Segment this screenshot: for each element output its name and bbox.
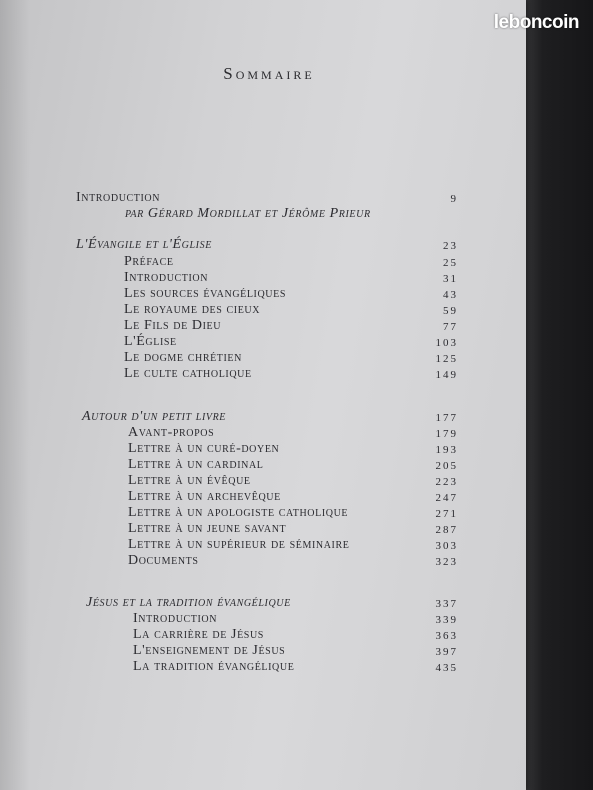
toc-page-number: 435 bbox=[435, 662, 458, 674]
toc-page-number: 103 bbox=[435, 337, 458, 349]
toc-entry: Documents bbox=[128, 553, 199, 568]
toc-entry: Le Fils de Dieu bbox=[124, 318, 222, 333]
toc-page-number: 149 bbox=[435, 369, 458, 381]
book-edge-shadow bbox=[521, 0, 593, 790]
toc-entry: Le royaume des cieux bbox=[124, 302, 261, 317]
toc-entry: Lettre à un curé-doyen bbox=[128, 441, 280, 456]
toc-page-number: 23 bbox=[443, 240, 458, 252]
toc-page-number: 205 bbox=[435, 460, 458, 472]
toc-page-number: 287 bbox=[435, 524, 458, 536]
toc-page-number: 9 bbox=[450, 193, 458, 205]
toc-page-number: 59 bbox=[443, 305, 458, 317]
toc-page-number: 363 bbox=[435, 630, 458, 642]
toc-entry: Introduction bbox=[124, 270, 209, 285]
toc-part-title: L'Évangile et l'Église bbox=[76, 237, 212, 252]
toc-entry: Lettre à un archevêque bbox=[128, 489, 281, 504]
page-gutter-shadow bbox=[0, 0, 30, 790]
toc-page-number: 323 bbox=[435, 556, 458, 568]
toc-page-number: 339 bbox=[435, 614, 458, 626]
toc-page-number: 271 bbox=[435, 508, 458, 520]
toc-entry: Lettre à un cardinal bbox=[128, 457, 264, 472]
toc-entry: L'Église bbox=[124, 334, 177, 349]
toc-page-number: 31 bbox=[443, 273, 458, 285]
toc-entry: Lettre à un apologiste catholique bbox=[128, 505, 349, 520]
page-title: Sommaire bbox=[223, 64, 315, 83]
toc-entry: Le culte catholique bbox=[124, 366, 252, 381]
toc-page-number: 179 bbox=[435, 428, 458, 440]
toc-page-number: 25 bbox=[443, 257, 458, 269]
toc-entry: Lettre à un supérieur de séminaire bbox=[128, 537, 350, 552]
toc-entry: Lettre à un jeune savant bbox=[128, 521, 287, 536]
toc-entry: L'enseignement de Jésus bbox=[133, 643, 286, 658]
toc-page-number: 193 bbox=[435, 444, 458, 456]
toc-entry: Les sources évangéliques bbox=[124, 286, 287, 301]
toc-page-number: 177 bbox=[435, 412, 458, 424]
toc-entry-authors: par Gérard Mordillat et Jérôme Prieur bbox=[125, 206, 371, 221]
toc-page-number: 223 bbox=[435, 476, 458, 488]
toc-page-number: 43 bbox=[443, 289, 458, 301]
toc-page-number: 77 bbox=[443, 321, 458, 333]
toc-entry: La carrière de Jésus bbox=[133, 627, 264, 642]
toc-entry: Introduction bbox=[133, 611, 218, 626]
toc-page-number: 397 bbox=[435, 646, 458, 658]
toc-entry: Le dogme chrétien bbox=[124, 350, 242, 365]
toc-page-number: 125 bbox=[435, 353, 458, 365]
toc-entry-introduction: Introduction bbox=[76, 190, 161, 205]
toc-part-title: Jésus et la tradition évangélique bbox=[86, 595, 291, 610]
toc-entry: Lettre à un évêque bbox=[128, 473, 251, 488]
toc-page-number: 337 bbox=[435, 598, 458, 610]
toc-part-title: Autour d'un petit livre bbox=[82, 409, 226, 424]
watermark-logo: leboncoin bbox=[493, 12, 579, 33]
toc-entry: Avant-propos bbox=[128, 425, 215, 440]
toc-entry: Préface bbox=[124, 254, 174, 269]
toc-page-number: 247 bbox=[435, 492, 458, 504]
toc-entry: La tradition évangélique bbox=[133, 659, 295, 674]
toc-page-number: 303 bbox=[435, 540, 458, 552]
